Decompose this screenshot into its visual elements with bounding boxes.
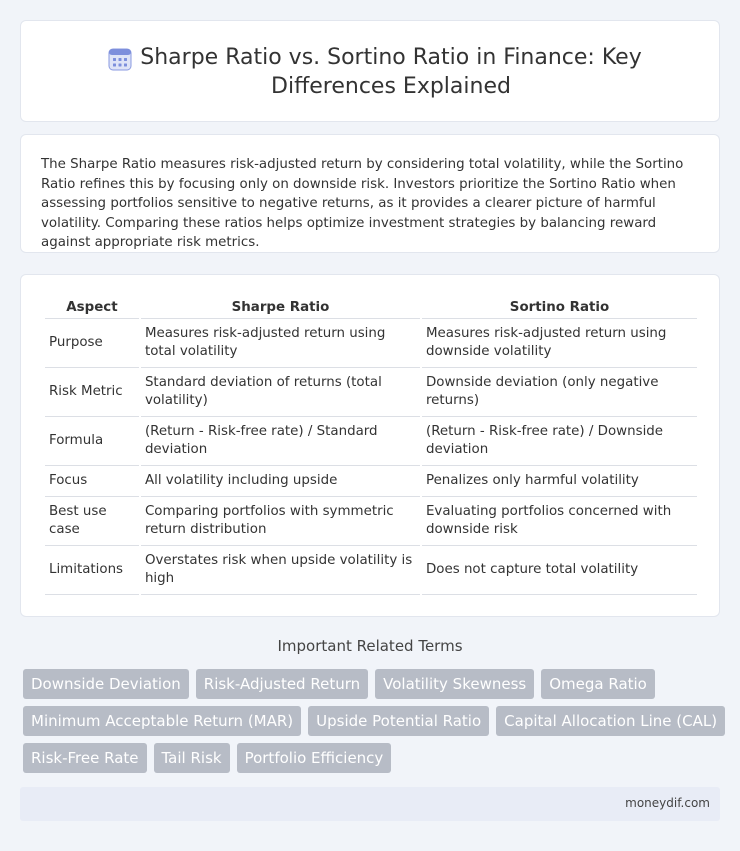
row-sharpe-value: Comparing portfolios with symmetric return distribution	[141, 497, 420, 546]
row-aspect: Risk Metric	[45, 368, 139, 417]
tag-risk-free-rate[interactable]: Risk-Free Rate	[23, 743, 147, 773]
tag-row	[23, 743, 723, 773]
column-header-aspect: Aspect	[45, 295, 139, 319]
table-row	[45, 546, 697, 595]
tag-portfolio-efficiency[interactable]: Portfolio Efficiency	[237, 743, 392, 773]
row-sortino-value: Downside deviation (only negative returns)	[422, 368, 697, 417]
tag-tail-risk[interactable]: Tail Risk	[154, 743, 230, 773]
table-row	[45, 319, 697, 368]
row-aspect: Best use case	[45, 497, 139, 546]
row-sortino-value: Penalizes only harmful volatility	[422, 466, 697, 497]
row-sortino-value: Measures risk-adjusted return using downside volatility	[422, 319, 697, 368]
title-card	[20, 20, 720, 122]
tag-row	[23, 706, 723, 736]
row-sharpe-value: All volatility including upside	[141, 466, 420, 497]
intro-card	[20, 134, 720, 253]
row-sortino-value: Evaluating portfolios concerned with downside risk	[422, 497, 697, 546]
tag-omega-ratio[interactable]: Omega Ratio	[541, 669, 655, 699]
footer-site-link[interactable]: moneydif.com	[625, 796, 710, 810]
table-row	[45, 497, 697, 546]
tag-row	[23, 669, 723, 699]
column-header-sharpe: Sharpe Ratio	[141, 295, 420, 319]
row-aspect: Formula	[45, 417, 139, 466]
footer	[20, 787, 720, 821]
tag-capital-allocation-line[interactable]: Capital Allocation Line (CAL)	[496, 706, 725, 736]
table-row	[45, 417, 697, 466]
comparison-table	[43, 295, 699, 595]
tag-volatility-skewness[interactable]: Volatility Skewness	[375, 669, 534, 699]
row-sortino-value: Does not capture total volatility	[422, 546, 697, 595]
intro-paragraph: The Sharpe Ratio measures risk-adjusted return by considering total volatility, while the Sortino Ratio refines this by focusing only on downside risk. Investors prioritize the Sortino Ratio when assessing portfolios sensitive to negative returns, as it provides a clearer picture of harmful volatility. Comparing these ratios helps optimize investment strategies by balancing reward against appropriate risk metrics.	[41, 157, 684, 250]
row-aspect: Purpose	[45, 319, 139, 368]
tag-minimum-acceptable-return[interactable]: Minimum Acceptable Return (MAR)	[23, 706, 301, 736]
row-sharpe-value: (Return - Risk-free rate) / Standard deviation	[141, 417, 420, 466]
column-header-sortino: Sortino Ratio	[422, 295, 697, 319]
row-aspect: Limitations	[45, 546, 139, 595]
row-aspect: Focus	[45, 466, 139, 497]
row-sharpe-value: Standard deviation of returns (total volatility)	[141, 368, 420, 417]
related-terms-list	[23, 669, 723, 780]
comparison-table-card	[20, 274, 720, 617]
page-title: Sharpe Ratio vs. Sortino Ratio in Finance: Key Differences Explained	[140, 45, 642, 99]
tag-downside-deviation[interactable]: Downside Deviation	[23, 669, 189, 699]
table-row	[45, 466, 697, 497]
row-sortino-value: (Return - Risk-free rate) / Downside deviation	[422, 417, 697, 466]
row-sharpe-value: Measures risk-adjusted return using total volatility	[141, 319, 420, 368]
tag-upside-potential-ratio[interactable]: Upside Potential Ratio	[308, 706, 489, 736]
table-header-row	[45, 295, 697, 319]
row-sharpe-value: Overstates risk when upside volatility is high	[141, 546, 420, 595]
related-terms-heading: Important Related Terms	[277, 637, 463, 655]
table-row	[45, 368, 697, 417]
tag-risk-adjusted-return[interactable]: Risk-Adjusted Return	[196, 669, 368, 699]
